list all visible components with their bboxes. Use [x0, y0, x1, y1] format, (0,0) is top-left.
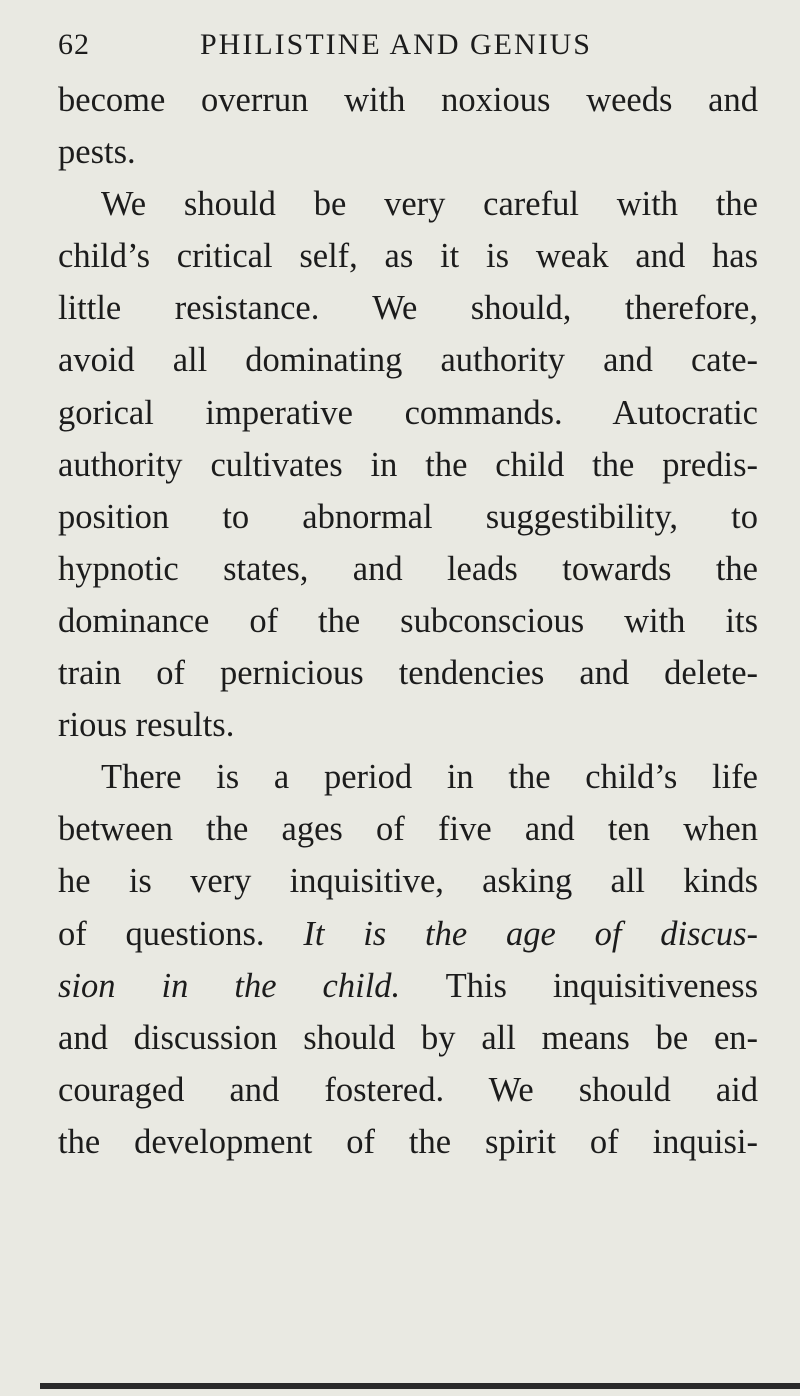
text-line: sion in the child. This inquisitiveness	[58, 966, 759, 1005]
text-line: rious results.	[58, 706, 235, 745]
text-line: train of pernicious tendencies and delete-	[58, 654, 758, 693]
text-line: little resistance. We should, therefore,	[58, 289, 758, 328]
text-line: the development of the spirit of inquisi-	[58, 1122, 758, 1161]
italic-phrase: sion in the child.	[58, 966, 401, 1005]
bottom-edge-rule	[40, 1383, 800, 1389]
italic-phrase: It is the age of discus-	[303, 914, 758, 953]
text-line: and discussion should by all means be en-	[58, 1018, 758, 1057]
text-line: child’s critical self, as it is weak and has	[58, 237, 758, 276]
running-title: PHILISTINE AND GENIUS	[200, 28, 592, 61]
text-line: We should be very careful with the	[101, 185, 758, 224]
text-line: gorical imperative commands. Autocratic	[58, 393, 758, 432]
body-text	[58, 74, 758, 1168]
text-line: become overrun with noxious weeds and	[58, 81, 758, 119]
text-line: couraged and fostered. We should aid	[58, 1070, 758, 1109]
text-line: authority cultivates in the child the predis-	[58, 445, 758, 484]
text-line: dominance of the subconscious with its	[58, 601, 758, 640]
text-line: There is a period in the child’s life	[101, 758, 758, 797]
running-head	[58, 28, 758, 72]
text-line: position to abnormal suggestibility, to	[58, 497, 758, 536]
text-line: he is very inquisitive, asking all kinds	[58, 862, 758, 901]
text-line: between the ages of five and ten when	[58, 810, 758, 849]
text-line: pests.	[58, 133, 136, 172]
text-line: hypnotic states, and leads towards the	[58, 549, 758, 588]
text-line: avoid all dominating authority and cate-	[58, 341, 758, 380]
text-line: of questions. It is the age of discus-	[58, 914, 758, 953]
page-number: 62	[58, 28, 90, 61]
